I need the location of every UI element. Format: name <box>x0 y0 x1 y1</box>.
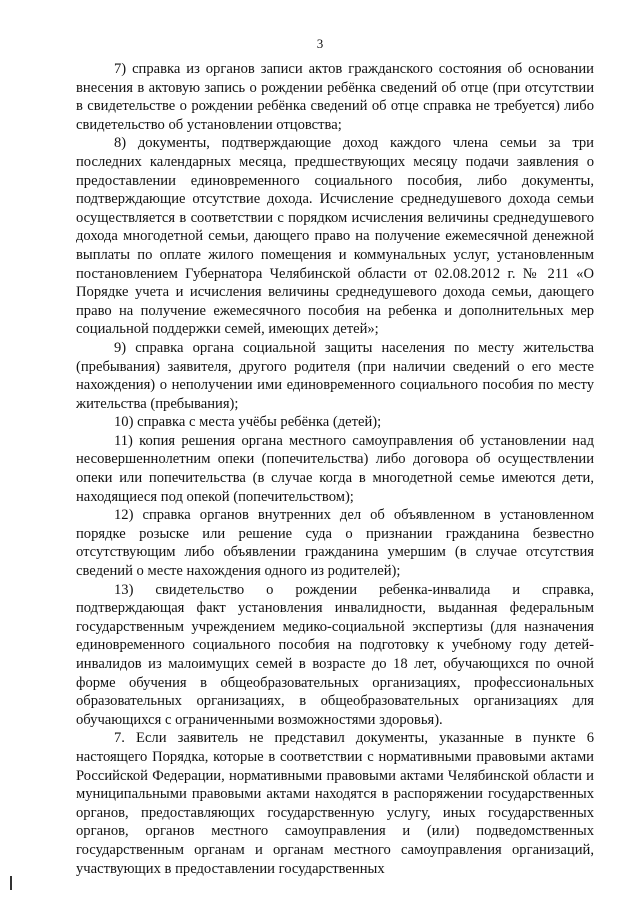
paragraph-item-9: 9) справка органа социальной защиты населения по месту жительства (пребывания) заявителя, другого родителя (при наличии сведений о его месте нахождения) о неполучении ими единовременного социального пособия по месту жительства (пребывания); <box>76 339 594 412</box>
page-number: 3 <box>316 36 324 51</box>
paragraph-item-12: 12) справка органов внутренних дел об объявленном в установленном порядке розыске или решение суда о признании гражданина безвестно отсутствующим либо объявлении гражданина умершим (в случае отсутствия сведений о месте нахождения одного из родителей); <box>76 507 594 580</box>
paragraph-item-13: 13) свидетельство о рождении ребенка-инвалида и справка, подтверждающая факт установления инвалидности, выданная федеральным государственным учреждением медико-социальной экспертизы (для назначения единовременного социального пособия на подготовку к учебному году детей-инвалидов из малоимущих семей в возрасте до 18 лет, обучающихся по очной форме обучения в общеобразовательных организациях, профессиональных образовательных организациях, в общеобразовательных организациях для обучающихся с ограниченными возможностями здоровья). <box>76 581 594 728</box>
paragraph-item-8: 8) документы, подтверждающие доход каждого члена семьи за три последних календарных месяца, предшествующих месяцу подачи заявления о предоставлении единовременного социального пособия, либо документы, подтверждающие отсутствие дохода. Исчисление среднедушевого дохода семьи осуществляется в соответствии с порядком исчисления величины среднедушевого дохода многодетной семьи, дающего право на получение ежемесячной денежной выплаты по оплате жилого помещения и коммунальных услуг, установленным постановлением Губернатора Челябинской области от 02.08.2012 г. № 211 «О Порядке учета и исчисления величины среднедушевого дохода семьи, дающего право на получение ежемесячного пособия на ребенка и дополнительных мер социальной поддержки семей, имеющих детей»; <box>76 135 594 338</box>
document-body <box>76 60 594 878</box>
paragraph-section-7: 7. Если заявитель не представил документы, указанные в пункте 6 настоящего Порядка, которые в соответствии с нормативными правовыми актами Российской Федерации, нормативными правовыми актами Челябинской области и муниципальными правовыми актами находятся в распоряжении государственных органов, предоставляющих государственную услугу, иных государственных органов, органов местного самоуправления и (или) подведомственных государственным органам и органам местного самоуправления организаций, участвующих в предоставлении государственных <box>76 730 594 877</box>
scan-edge-mark <box>10 876 12 890</box>
paragraph-item-11: 11) копия решения органа местного самоуправления об установлении над несовершеннолетним опеки (попечительства) либо договора об осуществлении опеки или попечительства (в случае когда в многодетной семье имеются дети, находящиеся под опекой (попечительством); <box>76 432 594 505</box>
paragraph-item-7: 7) справка из органов записи актов гражданского состояния об основании внесения в актовую запись о рождении ребёнка сведений об отце (при отсутствии в свидетельстве о рождении ребёнка сведений об отце справка не требуется) либо свидетельство об установлении отцовства; <box>76 61 594 133</box>
paragraph-item-10: 10) справка с места учёбы ребёнка (детей); <box>114 414 382 431</box>
